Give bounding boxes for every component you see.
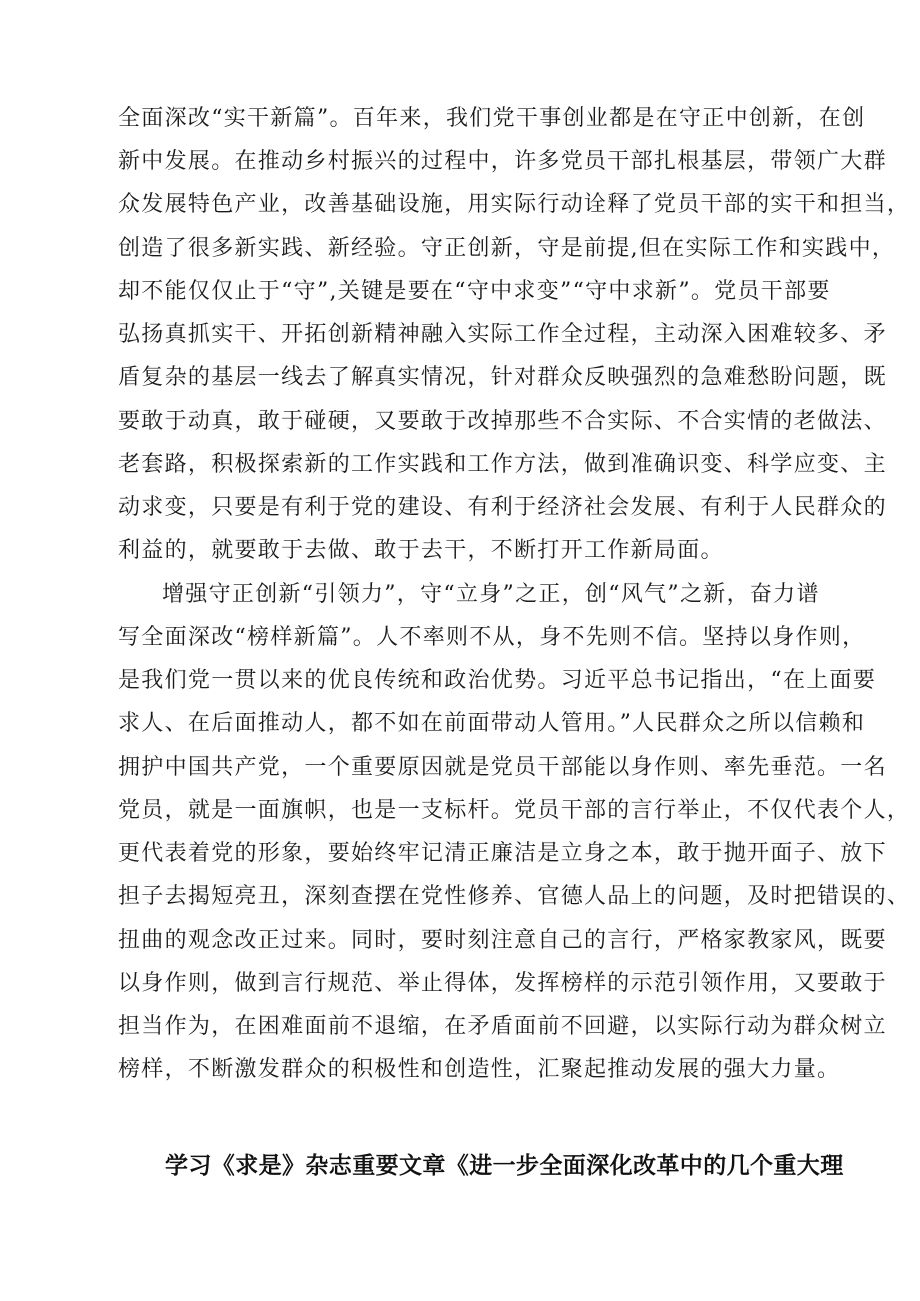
text-line: 创造了很多新实践、新经验。守正创新，守是前提,但在实际工作和实践中，	[118, 236, 896, 261]
text-line: 新中发展。在推动乡村振兴的过程中，许多党员干部扎根基层，带领广大群	[118, 149, 887, 174]
text-line: 党员，就是一面旗帜，也是一支标杆。党员干部的言行举止，不仅代表个人，	[118, 798, 911, 823]
text-line: 却不能仅仅止于“守”,关键是要在“守中求变”“守中求新”。党员干部要	[118, 279, 831, 304]
text-line: 扭曲的观念改正过来。同时，要时刻注意自己的言行，严格家教家风，既要	[118, 928, 887, 953]
text-line: 全面深改“实干新篇”。百年来，我们党干事创业都是在守正中创新，在创	[118, 106, 866, 131]
text-line: 写全面深改“榜样新篇”。人不率则不从，身不先则不信。坚持以身作则，	[118, 625, 866, 650]
text-line: 利益的，就要敢于去做、敢于去干，不断打开工作新局面。	[118, 538, 724, 563]
text-line: 要敢于动真，敢于碰硬，又要敢于改掉那些不合实际、不合实情的老做法、	[118, 409, 887, 434]
text-line: 担当作为，在困难面前不退缩，在矛盾面前不回避，以实际行动为群众树立	[118, 1014, 887, 1039]
text-line: 以身作则，做到言行规范、举止得体，发挥榜样的示范引领作用，又要敢于	[118, 971, 887, 996]
text-line: 拥护中国共产党，一个重要原因就是党员干部能以身作则、率先垂范。一名	[118, 755, 887, 780]
text-line: 弘扬真抓实干、开拓创新精神融入实际工作全过程，主动深入困难较多、矛	[118, 322, 887, 347]
text-line: 担子去揭短亮丑，深刻查摆在党性修养、官德人品上的问题，及时把错误的、	[118, 884, 911, 909]
text-line: 盾复杂的基层一线去了解真实情况，针对群众反映强烈的急难愁盼问题，既	[118, 365, 887, 390]
text-line: 众发展特色产业，改善基础设施，用实际行动诠释了党员干部的实干和担当，	[118, 192, 911, 217]
text-line: 增强守正创新“引领力”，守“立身”之正，创“风气”之新，奋力谱	[162, 582, 820, 607]
text-line: 是我们党一贯以来的优良传统和政治优势。习近平总书记指出，“在上面要	[118, 668, 877, 693]
text-line: 更代表着党的形象，要始终牢记清正廉洁是立身之本，敢于抛开面子、放下	[118, 841, 887, 866]
text-line: 求人、在后面推动人，都不如在前面带动人管用。”人民群众之所以信赖和	[118, 711, 866, 736]
text-line: 动求变，只要是有利于党的建设、有利于经济社会发展、有利于人民群众的	[118, 495, 887, 520]
section-heading: 学习《求是》杂志重要文章《进一步全面深化改革中的几个重大理	[165, 1153, 844, 1179]
text-line: 老套路，积极探索新的工作实践和工作方法，做到准确识变、科学应变、主	[118, 452, 887, 477]
text-line: 榜样，不断激发群众的积极性和创造性，汇聚起推动发展的强大力量。	[118, 1057, 841, 1082]
